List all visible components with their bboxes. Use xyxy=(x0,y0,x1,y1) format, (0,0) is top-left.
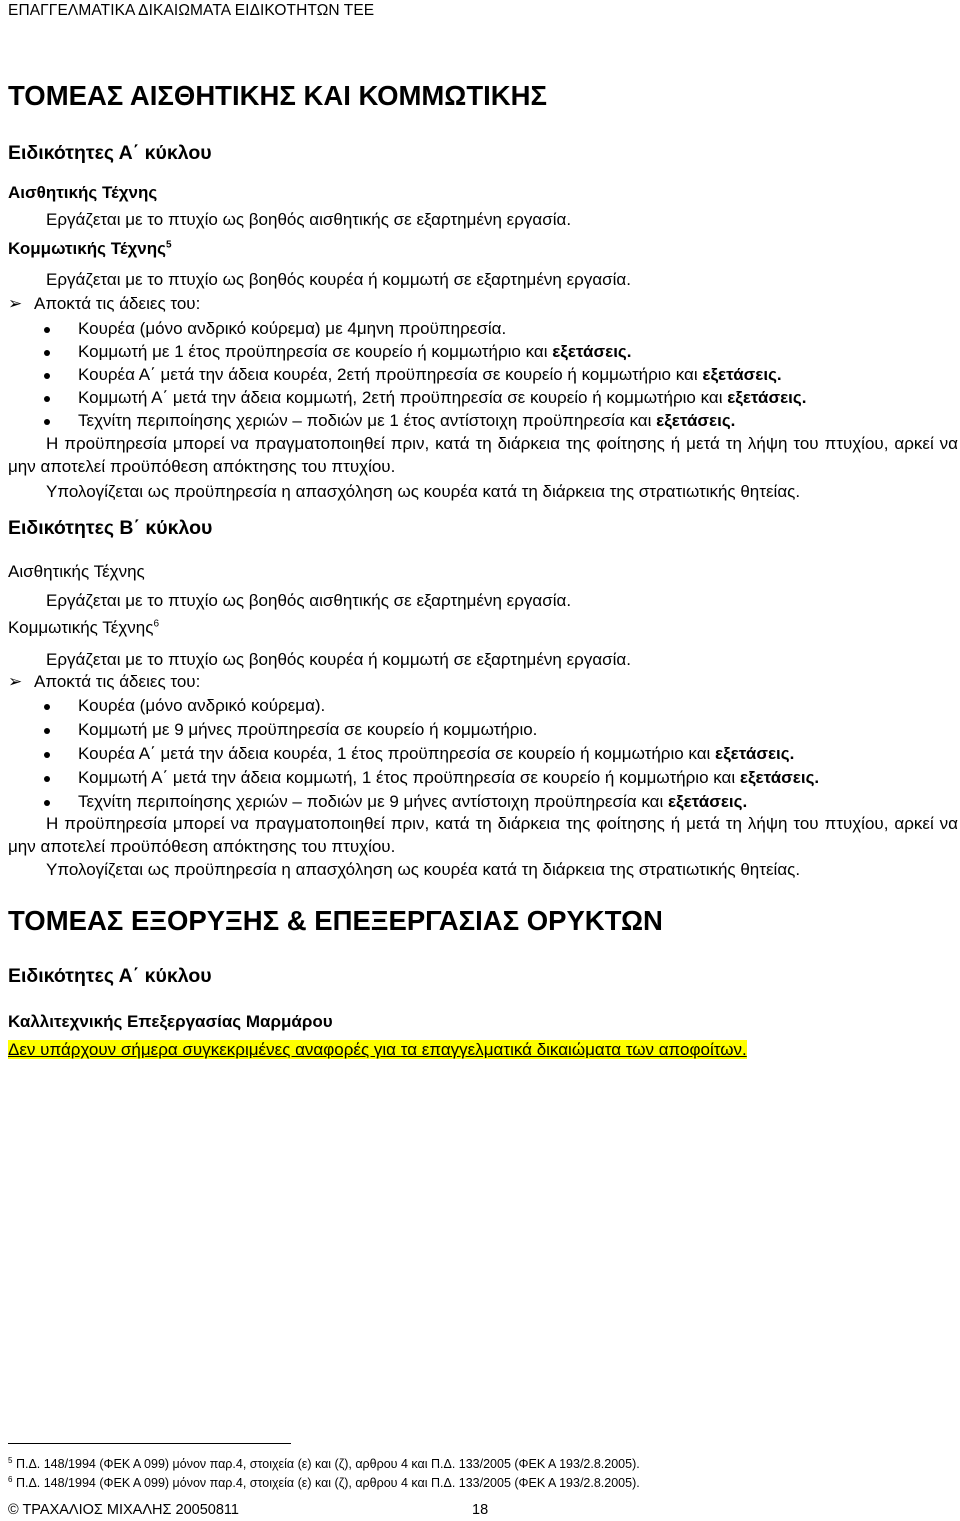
hair-title xyxy=(8,618,159,638)
military-paragraph: Υπολογίζεται ως προϋπηρεσία η απασχόληση ως κουρέα κατά τη διάρκεια της στρατιωτικής θητείας. xyxy=(46,482,801,501)
arrow-bullet-icon: ➢ xyxy=(8,294,23,313)
footnote-text: Π.Δ. 148/1994 (ΦΕΚ Α 099) μόνον παρ.4, στοιχεία (ε) και (ζ), αρθρου 4 και Π.Δ. 133/2005 (ΦΕΚ Α 193/2.8.2005). xyxy=(15,1457,640,1471)
experience-paragraph-text: Η προϋπηρεσία μπορεί να πραγματοποιηθεί πριν, κατά τη διάρκεια της φοίτησης ή μετά τη λήψη του πτυχίου, αρκεί να μην αποτελεί προϋπόθεση απόκτησης του πτυχίου. xyxy=(8,434,958,476)
hair-title-text: Κομμωτικής Τέχνης xyxy=(8,239,166,258)
hair-title-text: Κομμωτικής Τέχνης xyxy=(8,618,154,637)
footnote-ref: 6 xyxy=(153,618,159,630)
aesthetics-title: Αισθητικής Τέχνης xyxy=(8,183,158,202)
licenses-label xyxy=(8,294,200,314)
sector-title: ΤΟΜΕΑΣ ΑΙΣΘΗΤΙΚΗΣ ΚΑΙ ΚΟΜΜΩΤΙΚΗΣ xyxy=(8,80,547,111)
footnote-ref: 5 xyxy=(165,239,172,251)
marble-text-highlight: Δεν υπάρχουν σήμερα συγκεκριμένες αναφορές για τα επαγγελματικά δικαιώματα των αποφοίτων. xyxy=(8,1040,747,1059)
bullet-icon xyxy=(44,776,50,782)
license-item-bold: εξετάσεις. xyxy=(739,768,820,787)
aesthetics-text: Εργάζεται με το πτυχίο ως βοηθός αισθητικής σε εξαρτημένη εργασία. xyxy=(46,591,572,610)
license-item-text: Τεχνίτη περιποίησης χεριών – ποδιών με 1 έτος αντίστοιχη προϋπηρεσία και xyxy=(78,411,657,430)
bullet-icon xyxy=(44,350,50,356)
license-item-bold: εξετάσεις. xyxy=(702,365,782,384)
license-item xyxy=(78,365,782,385)
license-item xyxy=(78,342,631,362)
footnote-number: 5 xyxy=(8,1455,13,1465)
bullet-icon xyxy=(44,704,50,710)
cycle-b-heading: Ειδικότητες Β΄ κύκλου xyxy=(8,517,213,539)
license-item-text: Κουρέα Α΄ μετά την άδεια κουρέα, 1 έτος προϋπηρεσία σε κουρείο ή κομμωτήριο και xyxy=(78,744,716,763)
license-item-bold: εξετάσεις. xyxy=(667,792,748,811)
footnote-text: Π.Δ. 148/1994 (ΦΕΚ Α 099) μόνον παρ.4, στοιχεία (ε) και (ζ), αρθρου 4 και Π.Δ. 133/2005 (ΦΕΚ Α 193/2.8.2005). xyxy=(15,1476,640,1490)
license-item xyxy=(78,411,735,431)
license-item-text: Κουρέα Α΄ μετά την άδεια κουρέα, 2ετή προϋπηρεσία σε κουρείο ή κομμωτήριο και xyxy=(78,365,703,384)
experience-paragraph-text: Η προϋπηρεσία μπορεί να πραγματοποιηθεί πριν, κατά τη διάρκεια της φοίτησης ή μετά τη λήψη του πτυχίου, αρκεί να μην αποτελεί προϋπόθεση απόκτησης του πτυχίου. xyxy=(8,814,958,856)
license-item xyxy=(78,696,325,716)
license-item xyxy=(78,792,747,812)
cycle-a-heading: Ειδικότητες Α΄ κύκλου xyxy=(8,142,212,164)
license-item-text: Κουρέα (μόνο ανδρικό κούρεμα). xyxy=(78,696,326,715)
hair-title xyxy=(8,239,172,259)
license-item xyxy=(78,388,806,408)
license-item-text: Κομμωτή με 1 έτος προϋπηρεσία σε κουρείο ή κομμωτήριο και xyxy=(78,342,553,361)
running-header: ΕΠΑΓΓΕΛΜΑΤΙΚΑ ΔΙΚΑΙΩΜΑΤΑ ΕΙΔΙΚΟΤΗΤΩΝ ΤΕΕ xyxy=(8,2,375,19)
licenses-label xyxy=(8,672,200,692)
aesthetics-text: Εργάζεται με το πτυχίο ως βοηθός αισθητικής σε εξαρτημένη εργασία. xyxy=(46,210,572,229)
bullet-icon xyxy=(44,373,50,379)
license-item-text: Κομμωτή με 9 μήνες προϋπηρεσία σε κουρείο ή κομμωτήριο. xyxy=(78,720,538,739)
footnote-number: 6 xyxy=(8,1474,13,1484)
license-item-bold: εξετάσεις. xyxy=(656,411,736,430)
marble-title: Καλλιτεχνικής Επεξεργασίας Μαρμάρου xyxy=(8,1012,333,1031)
license-item xyxy=(78,768,819,788)
license-item xyxy=(78,319,506,339)
experience-paragraph xyxy=(8,433,958,478)
license-item-bold: εξετάσεις. xyxy=(552,342,632,361)
sector-title: ΤΟΜΕΑΣ ΕΞΟΡΥΞΗΣ & ΕΠΕΞΕΡΓΑΣΙΑΣ ΟΡΥΚΤΩΝ xyxy=(8,905,663,936)
license-item-text: Τεχνίτη περιποίησης χεριών – ποδιών με 9 μήνες αντίστοιχη προϋπηρεσία και xyxy=(78,792,668,811)
page-number: 18 xyxy=(472,1502,489,1518)
bullet-icon xyxy=(44,327,50,333)
bullet-icon xyxy=(44,728,50,734)
license-item-bold: εξετάσεις. xyxy=(715,744,795,763)
hair-text: Εργάζεται με το πτυχίο ως βοηθός κουρέα ή κομμωτή σε εξαρτημένη εργασία. xyxy=(46,270,631,289)
license-item-text: Κουρέα (μόνο ανδρικό κούρεμα) με 4μηνη προϋπηρεσία. xyxy=(78,319,507,338)
military-paragraph: Υπολογίζεται ως προϋπηρεσία η απασχόληση ως κουρέα κατά τη διάρκεια της στρατιωτικής θητείας. xyxy=(46,860,801,879)
license-item-bold: εξετάσεις. xyxy=(727,388,807,407)
marble-text xyxy=(8,1040,747,1060)
bullet-icon xyxy=(44,800,50,806)
licenses-label-text: Αποκτά τις άδειες του: xyxy=(34,294,201,313)
experience-paragraph xyxy=(8,813,958,858)
footnote xyxy=(8,1457,640,1471)
license-item-text: Κομμωτή Α΄ μετά την άδεια κομμωτή, 2ετή προϋπηρεσία σε κουρείο ή κομμωτήριο και xyxy=(78,388,728,407)
license-item xyxy=(78,720,537,740)
bullet-icon xyxy=(44,752,50,758)
licenses-label-text: Αποκτά τις άδειες του: xyxy=(34,672,201,691)
aesthetics-title: Αισθητικής Τέχνης xyxy=(8,562,145,581)
footnote-divider xyxy=(8,1443,291,1444)
bullet-icon xyxy=(44,419,50,425)
arrow-bullet-icon: ➢ xyxy=(8,672,23,691)
license-item xyxy=(78,744,794,764)
copyright: © ΤΡΑΧΑΛΙΟΣ ΜΙΧΑΛΗΣ 20050811 xyxy=(8,1502,239,1518)
hair-text: Εργάζεται με το πτυχίο ως βοηθός κουρέα ή κομμωτή σε εξαρτημένη εργασία. xyxy=(46,650,631,669)
cycle-a-heading: Ειδικότητες Α΄ κύκλου xyxy=(8,965,212,987)
license-item-text: Κομμωτή Α΄ μετά την άδεια κομμωτή, 1 έτος προϋπηρεσία σε κουρείο ή κομμωτήριο και xyxy=(78,768,740,787)
bullet-icon xyxy=(44,396,50,402)
footnote xyxy=(8,1476,640,1490)
